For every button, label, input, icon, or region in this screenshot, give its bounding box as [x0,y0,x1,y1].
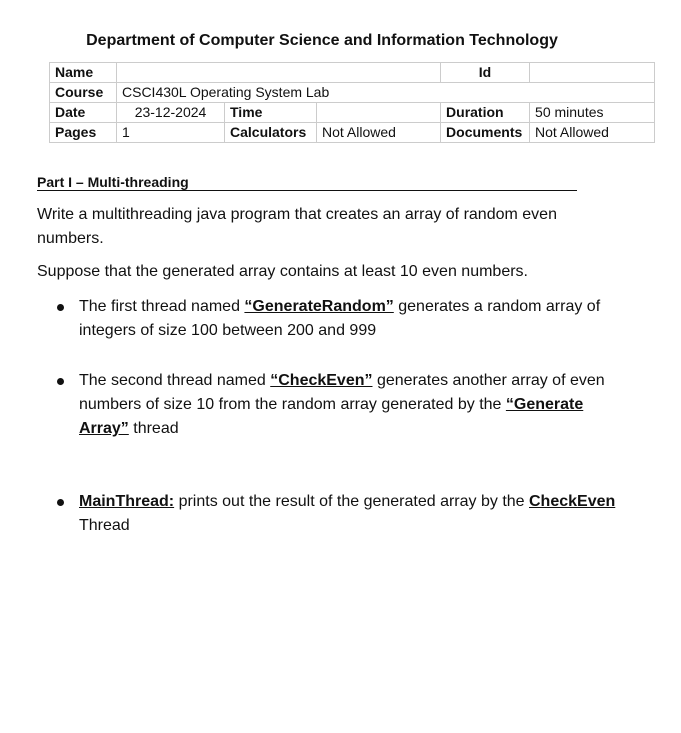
course-label: Course [50,83,117,103]
bullet-text-segment: generates another array of even numbers of size 10 from the random array generated by the [79,372,605,413]
time-label: Time [225,103,317,123]
documents-label: Documents [441,123,530,143]
thread-name-mainthread: MainThread: [79,493,175,510]
thread-name-generaterandom: “GenerateRandom” [244,298,394,315]
name-value [117,63,441,83]
suppose-paragraph: Suppose that the generated array contains at least 10 even numbers. [37,263,528,280]
thread-name-generate-array: “Generate Array” [79,396,584,437]
bullet-icon [57,304,64,311]
bullet-text-segment: Thread [79,517,130,534]
thread-name-checkeven: “CheckEven” [270,372,373,389]
bullet-text-segment: prints out the result of the generated array by the [174,493,529,510]
date-value: 23-12-2024 [117,103,225,123]
id-value [530,63,655,83]
table-row [50,123,655,143]
bullet-text-segment: generates a random array of integers of size 100 between 200 and 999 [79,298,601,339]
pages-value: 1 [117,123,225,143]
bullet-text-segment: The first thread named [79,298,245,315]
duration-label: Duration [441,103,530,123]
calculators-value: Not Allowed [317,123,441,143]
thread-name-checkeven-ref: CheckEven [529,493,616,510]
documents-value: Not Allowed [530,123,655,143]
id-label: Id [441,63,530,83]
bullet-text-segment: thread [128,420,179,437]
table-row [50,83,655,103]
part-title: Part I – Multi-threading [37,174,577,191]
time-value [317,103,441,123]
name-label: Name [50,63,117,83]
course-value: CSCI430L Operating System Lab [117,83,655,103]
calculators-label: Calculators [225,123,317,143]
table-row [50,63,655,83]
bullet-text [79,490,617,538]
duration-value: 50 minutes [530,103,655,123]
bullet-icon [57,499,64,506]
bullet-icon [57,378,64,385]
intro-paragraph: Write a multithreading java program that creates an array of random even numbers. [37,206,557,247]
pages-label: Pages [50,123,117,143]
bullet-text [79,369,617,441]
department-title: Department of Computer Science and Information Technology [86,32,558,49]
list-item [57,369,617,441]
bullet-text [79,295,617,343]
table-row [50,103,655,123]
exam-info-table [49,62,655,143]
list-item [57,490,617,538]
list-item [57,295,617,343]
date-label: Date [50,103,117,123]
bullet-text-segment: The second thread named [79,372,271,389]
